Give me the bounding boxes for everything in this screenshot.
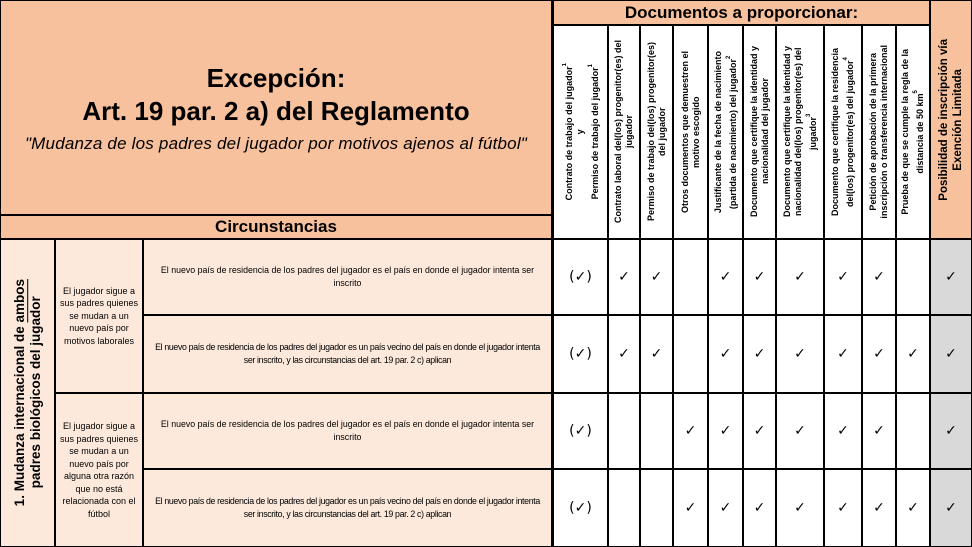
column-header-player-identity: Documento que certifique la identidad y nacionalidad del jugador	[743, 25, 776, 239]
document-mark-cell: (✓)	[553, 469, 608, 547]
subgroup-work-reasons: El jugador sigue a sus padres quienes se mudan a un nuevo país por motivos laborales	[55, 239, 143, 393]
document-mark-cell: ✓	[608, 315, 640, 393]
document-mark-cell: ✓	[862, 469, 896, 547]
column-header-approval-request: Petición de aprobación de la primera inscripción o transferencia internacional	[862, 25, 896, 239]
document-mark-cell: ✓	[743, 393, 776, 469]
column-header-player-contract: Contrato de trabajo del jugador$^1$ y Permiso de trabajo del jugador$^1$	[553, 25, 608, 239]
document-mark-cell: ✓	[708, 315, 743, 393]
row-description: El nuevo país de residencia de los padres del jugador es el país en donde el jugador intenta ser inscrito	[143, 393, 553, 469]
row-description: El nuevo país de residencia de los padres del jugador es el país en donde el jugador intenta ser inscrito	[143, 239, 553, 315]
document-mark-cell: ✓	[673, 393, 708, 469]
column-header-birth-certificate: Justificante de la fecha de nacimiento (partida de nacimiento) del jugador$^2$	[708, 25, 743, 239]
limited-exemption-cell: ✓	[930, 393, 972, 469]
document-mark-cell	[608, 469, 640, 547]
document-mark-cell: (✓)	[553, 239, 608, 315]
document-mark-cell: ✓	[743, 239, 776, 315]
document-mark-cell: ✓	[776, 315, 824, 393]
document-mark-cell: ✓	[673, 469, 708, 547]
document-mark-cell	[896, 393, 930, 469]
document-mark-cell: ✓	[824, 315, 862, 393]
column-header-distance-rule: Prueba de que se cumple la regla de la distancia de 50 $km^5$	[896, 25, 930, 239]
document-mark-cell: ✓	[862, 393, 896, 469]
document-mark-cell: ✓	[896, 469, 930, 547]
column-header-parent-permit: Permiso de trabajo del(los) progenitor(es) del jugador	[640, 25, 673, 239]
document-mark-cell: ✓	[743, 469, 776, 547]
document-mark-cell: ✓	[824, 469, 862, 547]
page-title-line2: Art. 19 par. 2 a) del Reglamento	[82, 95, 470, 126]
column-header-parent-identity: Documento que certifique la identidad y nacionalidad del(los) progenitor(es) del jugador$^3$	[776, 25, 824, 239]
page-title-line1: Excepción:	[206, 62, 346, 93]
document-mark-cell	[896, 239, 930, 315]
documents-header: Documentos a proporcionar:	[553, 0, 930, 25]
title-block	[0, 0, 553, 215]
document-mark-cell: ✓	[862, 239, 896, 315]
document-mark-cell: ✓	[640, 239, 673, 315]
circumstances-header: Circunstancias	[0, 215, 553, 239]
limited-exemption-cell: ✓	[930, 315, 972, 393]
document-mark-cell: ✓	[862, 315, 896, 393]
document-mark-cell	[608, 393, 640, 469]
document-mark-cell: ✓	[608, 239, 640, 315]
limited-exemption-cell: ✓	[930, 469, 972, 547]
row-description: El nuevo país de residencia de los padres del jugador es un país vecino del país en donde el jugador intenta ser inscrito, y las circunstancias del art. 19 par. 2 c) aplican	[143, 315, 553, 393]
page-subtitle: "Mudanza de los padres del jugador por motivos ajenos al fútbol"	[24, 133, 528, 153]
document-mark-cell	[640, 469, 673, 547]
document-mark-cell: ✓	[708, 469, 743, 547]
document-mark-cell: ✓	[640, 315, 673, 393]
document-mark-cell: ✓	[708, 393, 743, 469]
document-mark-cell: ✓	[776, 469, 824, 547]
document-mark-cell	[673, 315, 708, 393]
column-header-parent-residence: Documento que certifique la residencia del(los) progenitor(es) del jugador$^4$	[824, 25, 862, 239]
document-mark-cell: ✓	[824, 239, 862, 315]
document-mark-cell: ✓	[824, 393, 862, 469]
document-mark-cell	[640, 393, 673, 469]
document-mark-cell: (✓)	[553, 315, 608, 393]
column-header-other-documents: Otros documentos que demuestren el motivo escogido	[673, 25, 708, 239]
document-mark-cell: ✓	[743, 315, 776, 393]
row-description: El nuevo país de residencia de los padres del jugador es un país vecino del país en donde el jugador intenta ser inscrito, y las circunstancias del art. 19 par. 2 c) aplican	[143, 469, 553, 547]
limited-exemption-cell: ✓	[930, 239, 972, 315]
subgroup-other-reasons: El jugador sigue a sus padres quienes se mudan a un nuevo país por alguna otra razón que no está relacionada con el fútbol	[55, 393, 143, 547]
row-group-label: 1. Mudanza internacional de ambos padres biológicos del jugador	[0, 239, 55, 547]
column-header-parent-contract: Contrato laboral del(los) progenitor(es) del jugador	[608, 25, 640, 239]
document-mark-cell: (✓)	[553, 393, 608, 469]
column-header-text: Contrato de trabajo del jugador	[564, 66, 574, 201]
document-mark-cell: ✓	[776, 239, 824, 315]
document-mark-cell	[673, 239, 708, 315]
document-mark-cell: ✓	[708, 239, 743, 315]
document-mark-cell: ✓	[896, 315, 930, 393]
column-header-limited-exemption: Posibilidad de inscripción vía Exención Limitada	[930, 0, 972, 239]
document-mark-cell: ✓	[776, 393, 824, 469]
